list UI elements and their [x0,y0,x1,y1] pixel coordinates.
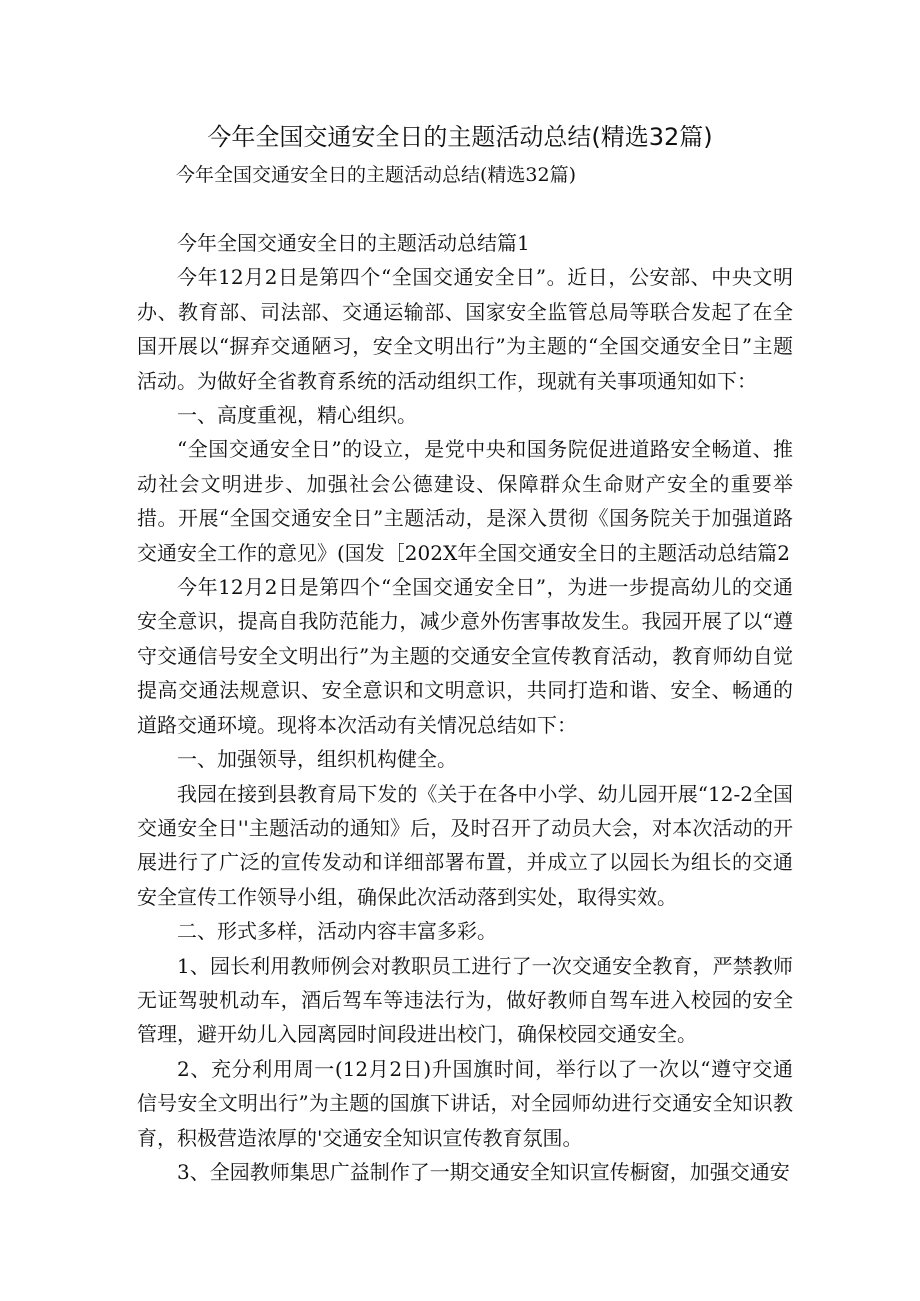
paragraph-heading: 二、形式多样，活动内容丰富多彩。 [177,919,497,944]
document-title: 今年全国交通安全日的主题活动总结(精选32篇) [207,123,713,151]
paragraph: 我园在接到县教育局下发的《关于在各中小学、幼儿园开展“12-2全国交通安全日''主题活动的通知》后，及时召开了动员大会，对本次活动的开展进行了广泛的宣传发动和详细部署布置，并成立了以园长为组长的交通安全宣传工作领导小组，确保此次活动落到实处，取得实效。 [137,781,793,909]
paragraph: 今年12月2日是第四个“全国交通安全日”。近日，公安部、中央文明办、教育部、司法部、交通运输部、国家安全监管总局等联合发起了在全国开展以“摒弃交通陋习，安全文明出行”为主题的“全国交通安全日”主题活动。为做好全省教育系统的活动组织工作，现就有关事项通知如下： [137,265,793,393]
paragraph: 1、园长利用教师例会对教职员工进行了一次交通安全教育，严禁教师无证驾驶机动车，酒后驾车等违法行为，做好教师自驾车进入校园的安全管理，避开幼儿入园离园时间段进出校门，确保校园交通安全。 [137,953,793,1047]
document-subtitle: 今年全国交通安全日的主题活动总结(精选32篇) [176,164,577,186]
section-heading: 今年全国交通安全日的主题活动总结篇1 [177,231,530,255]
paragraph: 3、全园教师集思广益制作了一期交通安全知识宣传橱窗，加强交通安 [177,1159,790,1184]
paragraph: 2、充分利用周一(12月2日)升国旗时间，举行以了一次以“遵守交通信号安全文明出行”为主题的国旗下讲话，对全园师幼进行交通安全知识教育，积极营造浓厚的'交通安全知识宣传教育氛围。 [137,1056,793,1150]
document-body [137,226,793,1189]
paragraph-heading: 一、加强领导，组织机构健全。 [177,747,457,772]
paragraph: “全国交通安全日”的设立，是党中央和国务院促进道路安全畅道、推动社会文明进步、加强社会公德建设、保障群众生命财产安全的重要举措。开展“全国交通安全日”主题活动，是深入贯彻《国务院关于加强道路交通安全工作的意见》(国发［202X年全国交通安全日的主题活动总结篇2 [137,437,793,565]
paragraph: 今年12月2日是第四个“全国交通安全日”，为进一步提高幼儿的交通安全意识，提高自我防范能力，减少意外伤害事故发生。我园开展了以“遵守交通信号安全文明出行”为主题的交通安全宣传教育活动，教育师幼自觉提高交通法规意识、安全意识和文明意识，共同打造和谐、安全、畅通的道路交通环境。现将本次活动有关情况总结如下： [137,575,793,737]
paragraph-heading: 一、高度重视，精心组织。 [177,403,417,428]
